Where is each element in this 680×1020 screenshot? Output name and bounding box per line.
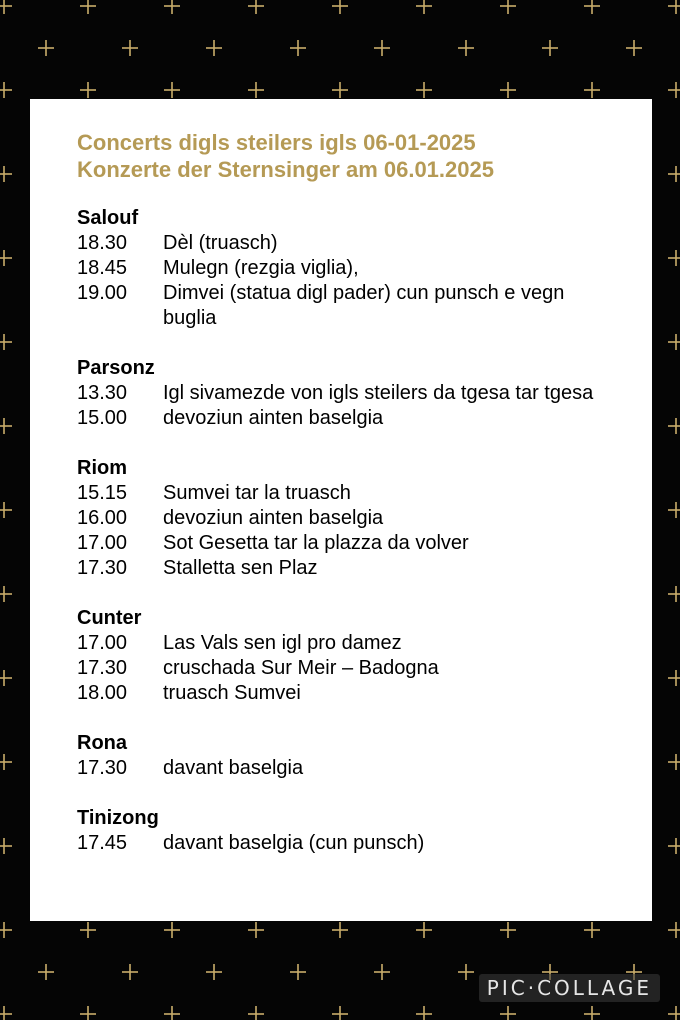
plus-star-icon xyxy=(374,40,390,56)
event-description: Sumvei tar la truasch xyxy=(163,482,351,504)
plus-star-icon xyxy=(500,82,516,98)
plus-star-icon xyxy=(668,754,680,770)
plus-star-icon xyxy=(500,922,516,938)
event-time: 17.30 xyxy=(77,757,128,779)
event-description: Sot Gesetta tar la plazza da volver xyxy=(163,532,469,554)
plus-star-icon xyxy=(248,82,264,98)
event-row xyxy=(77,281,652,331)
section-cunter xyxy=(77,606,652,706)
plus-star-icon xyxy=(668,586,680,602)
place-heading: Cunter xyxy=(77,607,142,629)
plus-star-icon xyxy=(122,40,138,56)
plus-star-icon xyxy=(0,754,12,770)
plus-star-icon xyxy=(122,964,138,980)
plus-star-icon xyxy=(584,922,600,938)
plus-star-icon xyxy=(0,334,12,350)
plus-star-icon xyxy=(668,82,680,98)
plus-star-icon xyxy=(0,586,12,602)
section-riom xyxy=(77,456,652,581)
plus-star-icon xyxy=(332,0,348,14)
event-time: 18.00 xyxy=(77,682,128,704)
event-row xyxy=(77,531,652,556)
plus-star-icon xyxy=(626,40,642,56)
event-time: 15.15 xyxy=(77,482,128,504)
plus-star-icon xyxy=(668,922,680,938)
plus-star-icon xyxy=(0,250,12,266)
plus-star-icon xyxy=(206,40,222,56)
event-row xyxy=(77,831,652,856)
schedule-sections xyxy=(77,206,652,856)
section-rona xyxy=(77,731,652,781)
place-heading: Rona xyxy=(77,732,127,754)
event-row xyxy=(77,481,652,506)
event-time: 19.00 xyxy=(77,282,128,304)
plus-star-icon xyxy=(416,82,432,98)
plus-star-icon xyxy=(0,0,12,14)
plus-star-icon xyxy=(668,334,680,350)
plus-star-icon xyxy=(248,0,264,14)
plus-star-icon xyxy=(38,964,54,980)
section-salouf xyxy=(77,206,652,331)
event-description: Las Vals sen igl pro damez xyxy=(163,632,402,654)
plus-star-icon xyxy=(542,40,558,56)
plus-star-icon xyxy=(500,1006,516,1020)
plus-star-icon xyxy=(416,922,432,938)
event-description: davant baselgia (cun punsch) xyxy=(163,832,425,854)
event-time: 15.00 xyxy=(77,407,128,429)
plus-star-icon xyxy=(458,964,474,980)
event-row xyxy=(77,406,652,431)
plus-star-icon xyxy=(332,1006,348,1020)
plus-star-icon xyxy=(500,0,516,14)
plus-star-icon xyxy=(416,1006,432,1020)
place-heading: Riom xyxy=(77,457,127,479)
section-tinizong xyxy=(77,806,652,856)
plus-star-icon xyxy=(374,964,390,980)
plus-star-icon xyxy=(668,838,680,854)
title-line-german: Konzerte der Sternsinger am 06.01.2025 xyxy=(77,157,494,182)
event-description: Igl sivamezde von igls steilers da tgesa tar tgesa xyxy=(163,382,594,404)
plus-star-icon xyxy=(0,418,12,434)
event-row xyxy=(77,231,652,256)
plus-star-icon xyxy=(0,82,12,98)
place-heading: Parsonz xyxy=(77,357,155,379)
plus-star-icon xyxy=(332,922,348,938)
pic-collage-watermark: PIC·COLLAGE xyxy=(479,974,660,1002)
event-time: 18.45 xyxy=(77,257,128,279)
plus-star-icon xyxy=(248,1006,264,1020)
event-description: Stalletta sen Plaz xyxy=(163,557,318,579)
event-time: 18.30 xyxy=(77,232,128,254)
plus-star-icon xyxy=(80,82,96,98)
event-row xyxy=(77,756,652,781)
event-time: 17.00 xyxy=(77,532,128,554)
plus-star-icon xyxy=(164,82,180,98)
plus-star-icon xyxy=(584,1006,600,1020)
plus-star-icon xyxy=(164,0,180,14)
plus-star-icon xyxy=(164,922,180,938)
place-heading: Salouf xyxy=(77,207,139,229)
plus-star-icon xyxy=(584,82,600,98)
event-time: 17.00 xyxy=(77,632,128,654)
plus-star-icon xyxy=(290,40,306,56)
event-row xyxy=(77,681,652,706)
plus-star-icon xyxy=(38,40,54,56)
schedule-card xyxy=(30,99,652,921)
event-description: Dèl (truasch) xyxy=(163,232,278,254)
event-time: 13.30 xyxy=(77,382,128,404)
place-heading: Tinizong xyxy=(77,807,159,829)
event-description: cruschada Sur Meir – Badogna xyxy=(163,657,439,679)
event-description: davant baselgia xyxy=(163,757,304,779)
plus-star-icon xyxy=(164,1006,180,1020)
plus-star-icon xyxy=(290,964,306,980)
plus-star-icon xyxy=(668,1006,680,1020)
event-row xyxy=(77,381,652,406)
plus-star-icon xyxy=(80,922,96,938)
event-description: truasch Sumvei xyxy=(163,682,301,704)
event-row xyxy=(77,556,652,581)
plus-star-icon xyxy=(0,838,12,854)
plus-star-icon xyxy=(0,670,12,686)
plus-star-icon xyxy=(0,922,12,938)
plus-star-icon xyxy=(80,1006,96,1020)
plus-star-icon xyxy=(668,502,680,518)
event-description: Mulegn (rezgia viglia), xyxy=(163,257,359,279)
event-time: 17.30 xyxy=(77,657,128,679)
event-time: 17.30 xyxy=(77,557,128,579)
section-parsonz xyxy=(77,356,652,431)
plus-star-icon xyxy=(668,250,680,266)
plus-star-icon xyxy=(206,964,222,980)
plus-star-icon xyxy=(668,166,680,182)
plus-star-icon xyxy=(416,0,432,14)
plus-star-icon xyxy=(0,166,12,182)
event-description: Dimvei (statua digl pader) cun punsch e vegn buglia xyxy=(163,282,565,329)
plus-star-icon xyxy=(584,0,600,14)
event-row xyxy=(77,656,652,681)
event-description: devoziun ainten baselgia xyxy=(163,507,384,529)
event-time: 16.00 xyxy=(77,507,128,529)
plus-star-icon xyxy=(0,502,12,518)
plus-star-icon xyxy=(80,0,96,14)
event-row xyxy=(77,256,652,281)
plus-star-icon xyxy=(248,922,264,938)
plus-star-icon xyxy=(458,40,474,56)
title-line-romansh: Concerts digls steilers igls 06-01-2025 xyxy=(77,130,476,155)
plus-star-icon xyxy=(668,670,680,686)
event-row xyxy=(77,506,652,531)
event-description: devoziun ainten baselgia xyxy=(163,407,384,429)
plus-star-icon xyxy=(0,1006,12,1020)
event-row xyxy=(77,631,652,656)
plus-star-icon xyxy=(668,418,680,434)
event-time: 17.45 xyxy=(77,832,128,854)
plus-star-icon xyxy=(332,82,348,98)
plus-star-icon xyxy=(668,0,680,14)
